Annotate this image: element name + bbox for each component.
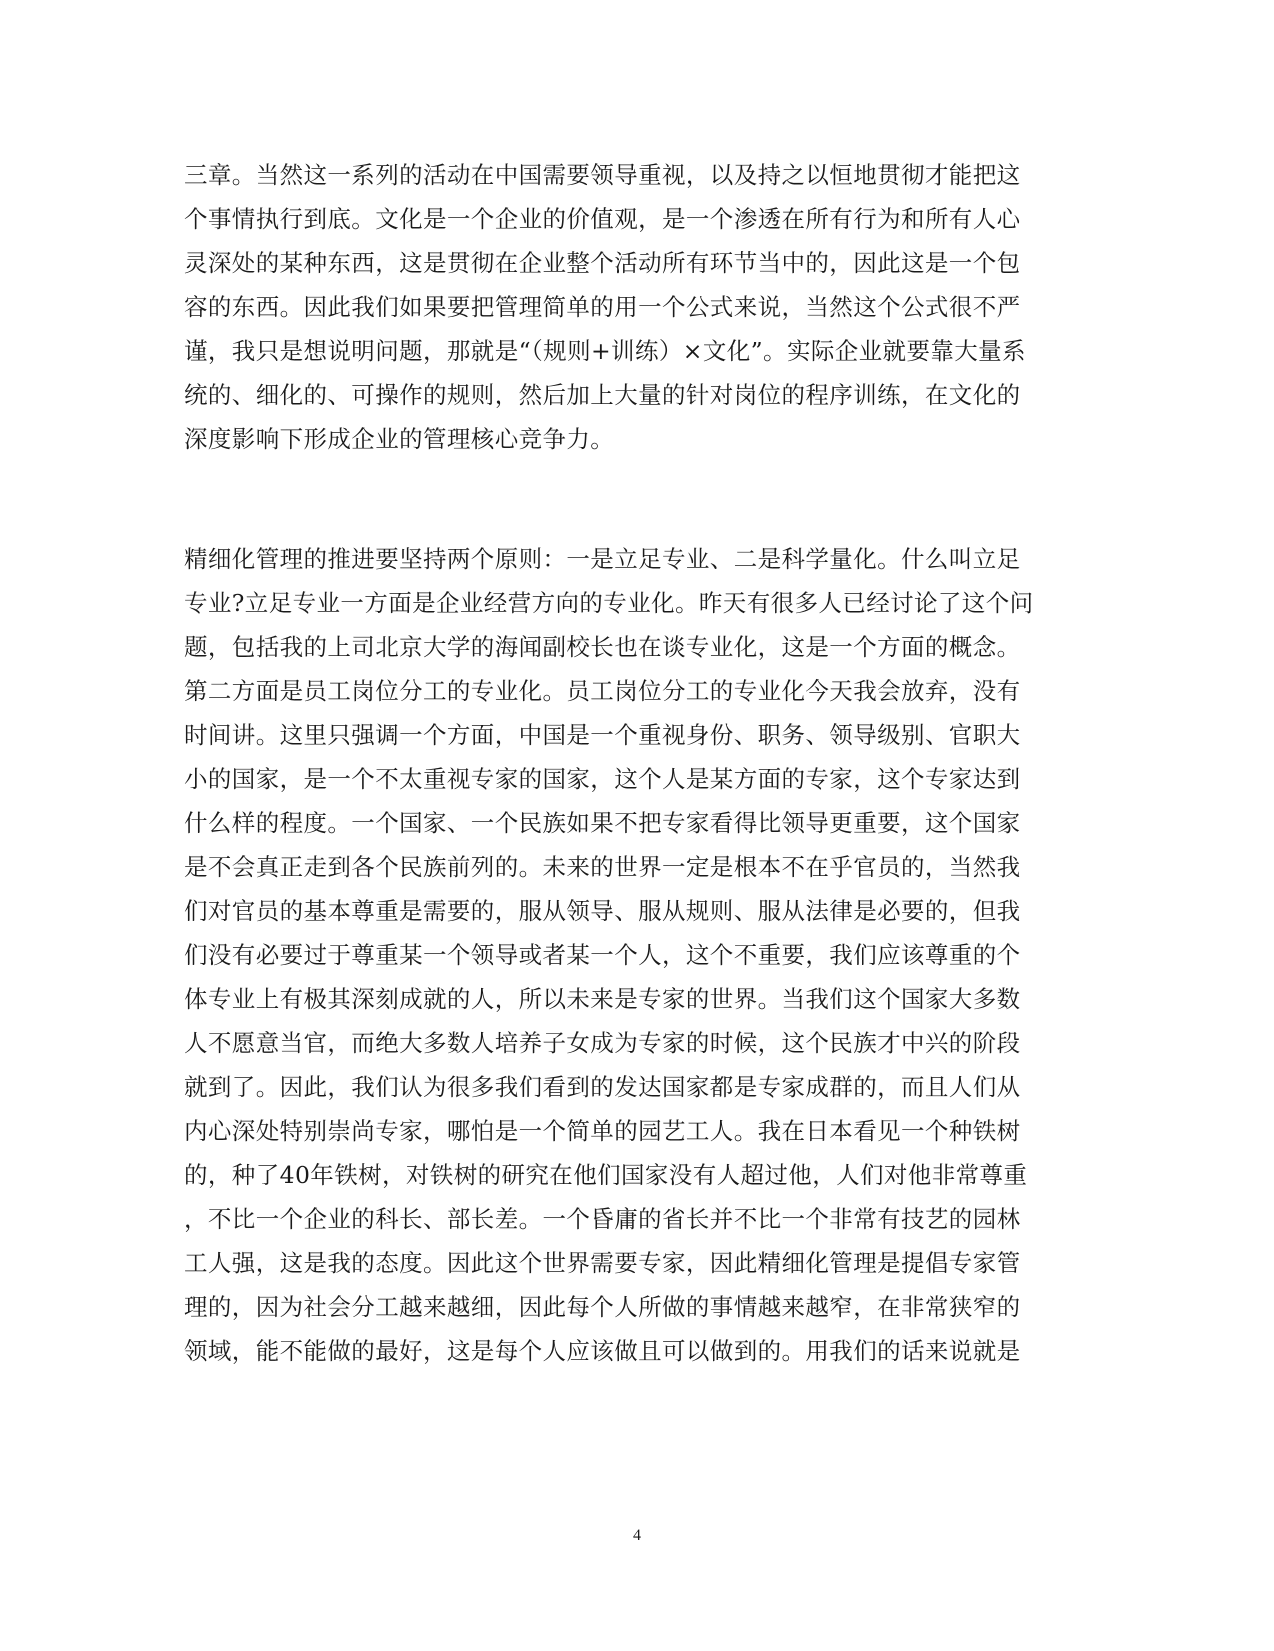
text-line: 谨，我只是想说明问题，那就是“（规则+训练）×文化”。实际企业就要靠大量系 bbox=[184, 337, 1026, 365]
paragraph-2 bbox=[184, 537, 1064, 1373]
text-line: 精细化管理的推进要坚持两个原则：一是立足专业、二是科学量化。什么叫立足 bbox=[184, 545, 1021, 573]
text-line: ，不比一个企业的科长、部长差。一个昏庸的省长并不比一个非常有技艺的园林 bbox=[184, 1205, 1021, 1233]
text-line: 们对官员的基本尊重是需要的，服从领导、服从规则、服从法律是必要的，但我 bbox=[184, 897, 1021, 925]
paragraph-1 bbox=[184, 153, 1064, 461]
text-line: 小的国家，是一个不太重视专家的国家，这个人是某方面的专家，这个专家达到 bbox=[184, 765, 1021, 793]
text-line: 统的、细化的、可操作的规则，然后加上大量的针对岗位的程序训练，在文化的 bbox=[184, 381, 1021, 409]
text-line: 理的，因为社会分工越来越细，因此每个人所做的事情越来越窄，在非常狭窄的 bbox=[184, 1293, 1021, 1321]
text-line: 是不会真正走到各个民族前列的。未来的世界一定是根本不在乎官员的，当然我 bbox=[184, 853, 1021, 881]
text-line: 深度影响下形成企业的管理核心竞争力。 bbox=[184, 425, 615, 453]
text-line: 第二方面是员工岗位分工的专业化。员工岗位分工的专业化今天我会放弃，没有 bbox=[184, 677, 1021, 705]
text-line: 体专业上有极其深刻成就的人，所以未来是专家的世界。当我们这个国家大多数 bbox=[184, 985, 1021, 1013]
text-line: 时间讲。这里只强调一个方面，中国是一个重视身份、职务、领导级别、官职大 bbox=[184, 721, 1021, 749]
text-line: 内心深处特别崇尚专家，哪怕是一个简单的园艺工人。我在日本看见一个种铁树 bbox=[184, 1117, 1021, 1145]
text-line: 灵深处的某种东西，这是贯彻在企业整个活动所有环节当中的，因此这是一个包 bbox=[184, 249, 1021, 277]
text-line: 专业?立足专业一方面是企业经营方向的专业化。昨天有很多人已经讨论了这个问 bbox=[184, 589, 1034, 617]
text-line: 人不愿意当官，而绝大多数人培养子女成为专家的时候，这个民族才中兴的阶段 bbox=[184, 1029, 1021, 1057]
text-line: 领域，能不能做的最好，这是每个人应该做且可以做到的。用我们的话来说就是 bbox=[184, 1337, 1021, 1365]
text-line: 工人强，这是我的态度。因此这个世界需要专家，因此精细化管理是提倡专家管 bbox=[184, 1249, 1021, 1277]
text-line: 就到了。因此，我们认为很多我们看到的发达国家都是专家成群的，而且人们从 bbox=[184, 1073, 1021, 1101]
text-line: 容的东西。因此我们如果要把管理简单的用一个公式来说，当然这个公式很不严 bbox=[184, 293, 1021, 321]
text-line: 们没有必要过于尊重某一个领导或者某一个人，这个不重要，我们应该尊重的个 bbox=[184, 941, 1021, 969]
text-line: 三章。当然这一系列的活动在中国需要领导重视，以及持之以恒地贯彻才能把这 bbox=[184, 161, 1021, 189]
page-number: 4 bbox=[633, 1527, 641, 1544]
text-line: 题，包括我的上司北京大学的海闻副校长也在谈专业化，这是一个方面的概念。 bbox=[184, 633, 1021, 661]
text-line: 的，种了40年铁树，对铁树的研究在他们国家没有人超过他，人们对他非常尊重 bbox=[184, 1161, 1028, 1189]
text-line: 什么样的程度。一个国家、一个民族如果不把专家看得比领导更重要，这个国家 bbox=[184, 809, 1021, 837]
text-line: 个事情执行到底。文化是一个企业的价值观，是一个渗透在所有行为和所有人心 bbox=[184, 205, 1021, 233]
